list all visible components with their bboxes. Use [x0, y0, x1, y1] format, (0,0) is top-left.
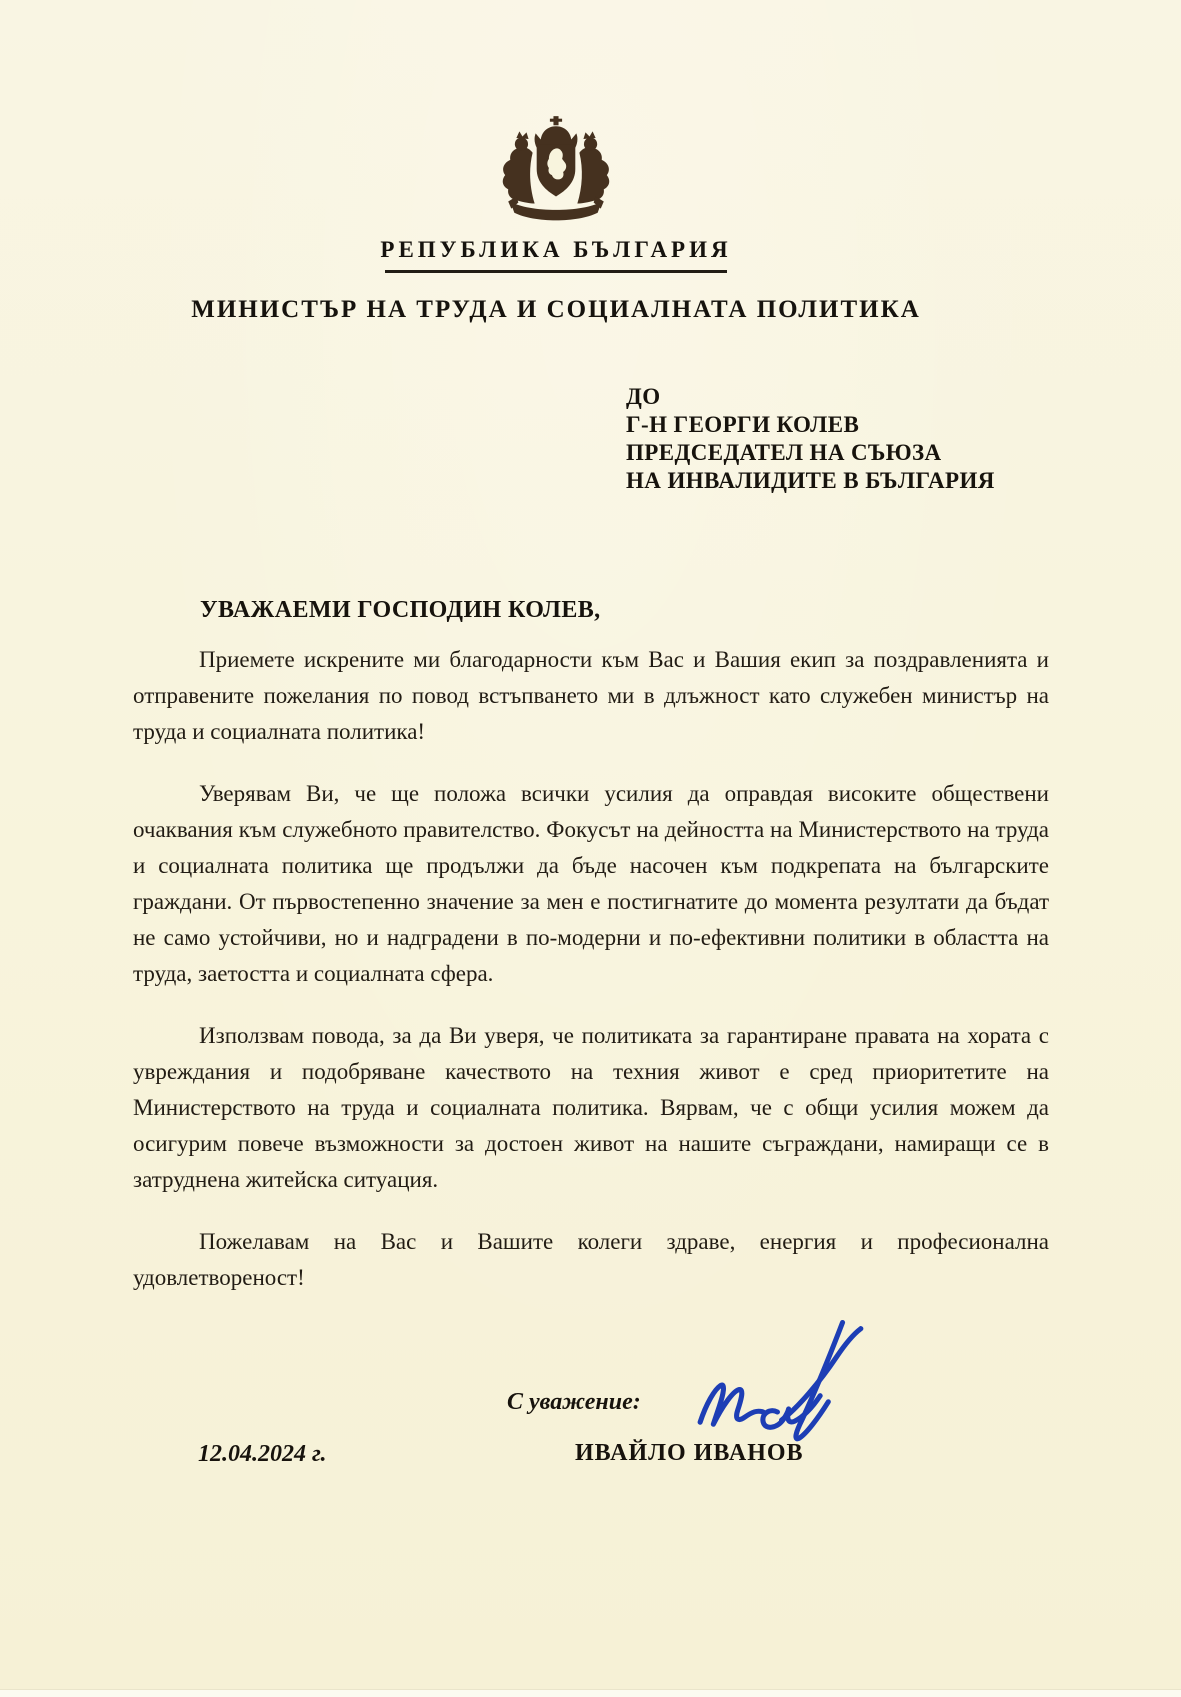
title-divider — [385, 270, 727, 273]
body-paragraph: Използвам повода, за да Ви уверя, че политиката за гарантиране правата на хората с увреждания и подобряване качеството на техния живот е сред приоритетите на Министерството на труда и социалната политика. Вярвам, че с общи усилия можем да осигурим повече възможности за достоен живот на нашите съграждани, намиращи се в затруднена житейска ситуация. — [133, 1023, 1049, 1192]
body-paragraph: Пожелавам на Вас и Вашите колеги здраве, енергия и професионална удовлетвореност! — [133, 1229, 1049, 1290]
ministry-title: МИНИСТЪР НА ТРУДА И СОЦИАЛНАТА ПОЛИТИКА — [191, 296, 921, 323]
recipient-line: НА ИНВАЛИДИТЕ В БЪЛГАРИЯ — [626, 468, 995, 493]
recipient-line: ДО — [626, 384, 661, 409]
signer-name: ИВАЙЛО ИВАНОВ — [575, 1440, 804, 1466]
salutation: УВАЖАЕМИ ГОСПОДИН КОЛЕВ, — [200, 597, 601, 623]
letter-body — [133, 642, 1049, 1322]
handwritten-signature-icon — [692, 1318, 870, 1446]
recipient-line: ПРЕДСЕДАТЕЛ НА СЪЮЗА — [626, 440, 942, 465]
body-paragraph: Приемете искрените ми благодарности към Вас и Вашия екип за поздравленията и отправените пожелания по повод встъпването ми в длъжност като служебен министър на труда и социалната политика! — [133, 647, 1049, 744]
recipient-line: Г-Н ГЕОРГИ КОЛЕВ — [626, 412, 860, 437]
republic-title: РЕПУБЛИКА БЪЛГАРИЯ — [380, 237, 732, 262]
scan-edge — [0, 1689, 1181, 1697]
bulgaria-coat-of-arms-icon — [494, 116, 618, 222]
regards-label: С уважение: — [507, 1389, 641, 1415]
letter-date: 12.04.2024 г. — [198, 1441, 327, 1467]
letterhead — [0, 0, 1112, 324]
recipient-block — [626, 383, 995, 495]
body-paragraph: Уверявам Ви, че ще положа всички усилия да оправдая високите обществени очаквания към служебното правителство. Фокусът на дейността на Министерството на труда и социалната политика ще продължи да бъде насочен към подкрепата на българските граждани. От първостепенно значение за мен е постигнатите до момента резултати да бъдат не само устойчиви, но и надградени в по-модерни и по-ефективни политики в областта на труда, заетостта и социалната сфера. — [133, 781, 1049, 986]
